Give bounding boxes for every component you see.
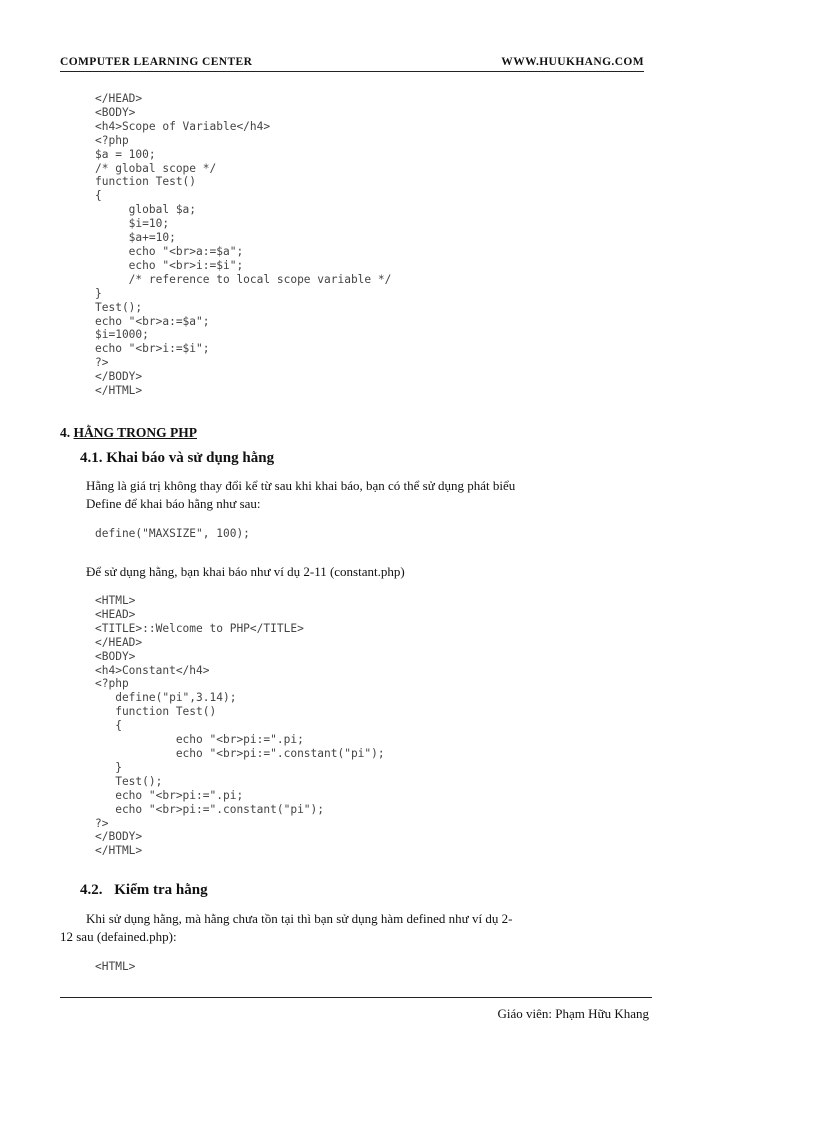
subsection-heading-4-1 (80, 450, 274, 467)
code-line: global $a; (95, 203, 197, 217)
code-line: echo "<br>pi:=".constant("pi"); (95, 802, 325, 816)
code-line: ?> (95, 356, 109, 370)
paragraph-define-line1: Hằng là giá trị không thay đổi kể từ sau khi khai báo, bạn có thể sử dụng phát biểu (86, 478, 516, 493)
code-line: echo "<br>i:=$i"; (95, 258, 244, 272)
code-line: <TITLE>::Welcome to PHP</TITLE> (95, 621, 304, 635)
code-line: function Test() (95, 705, 217, 719)
code-line: echo "<br>a:=$a"; (95, 314, 210, 328)
code-line: } (95, 286, 102, 300)
code-line: </HEAD> (95, 635, 143, 649)
footer-divider (60, 997, 652, 998)
code-html-open: <HTML> (95, 960, 136, 973)
code-line: </HEAD> (95, 92, 143, 105)
code-line: function Test() (95, 175, 197, 189)
code-line: $i=10; (95, 217, 170, 231)
code-line: $a+=10; (95, 231, 176, 245)
code-block-constant (95, 594, 385, 858)
code-line: $i=1000; (95, 328, 149, 342)
subsection-number: 4.1. (80, 450, 103, 466)
code-define-maxsize: define("MAXSIZE", 100); (95, 527, 250, 540)
code-line: /* global scope */ (95, 161, 217, 175)
code-line: $a = 100; (95, 147, 156, 161)
code-line: <HEAD> (95, 607, 136, 621)
subsection-heading-4-2 (80, 882, 208, 899)
header-divider (60, 71, 644, 72)
section-number: 4. (60, 425, 71, 440)
code-line: </BODY> (95, 370, 143, 384)
code-line: <?php (95, 133, 129, 147)
code-line: </HTML> (95, 844, 143, 858)
subsection-title: Khai báo và sử dụng hằng (106, 450, 275, 466)
code-line: echo "<br>a:=$a"; (95, 244, 244, 258)
code-line: /* reference to local scope variable */ (95, 272, 392, 286)
code-line: define("pi",3.14); (95, 691, 237, 705)
footer-teacher: Giáo viên: Phạm Hữu Khang (497, 1006, 649, 1021)
code-line: </HTML> (95, 384, 143, 398)
subsection-number: 4.2. (80, 882, 103, 898)
code-line: <BODY> (95, 649, 136, 663)
code-line: echo "<br>pi:=".constant("pi"); (95, 746, 385, 760)
code-line: <h4>Constant</h4> (95, 663, 210, 677)
code-line: Test(); (95, 774, 163, 788)
section-title: HẰNG TRONG PHP (73, 425, 198, 440)
code-line: } (95, 760, 122, 774)
paragraph-define-line2: Define để khai báo hằng như sau: (86, 496, 261, 511)
paragraph-use-constant: Để sử dụng hằng, bạn khai báo như ví dụ 2-11 (constant.php) (86, 564, 405, 579)
code-line: { (95, 719, 122, 733)
code-line: <BODY> (95, 105, 136, 119)
code-line: <h4>Scope of Variable</h4> (95, 119, 271, 133)
code-line: <?php (95, 677, 129, 691)
header-right-url: WWW.HUUKHANG.COM (501, 56, 644, 68)
code-line: { (95, 189, 102, 203)
code-line: </BODY> (95, 830, 143, 844)
code-line: echo "<br>pi:=".pi; (95, 788, 244, 802)
code-line: Test(); (95, 300, 143, 314)
code-line: <HTML> (95, 594, 136, 607)
code-line: echo "<br>i:=$i"; (95, 342, 210, 356)
code-block-scope (95, 92, 391, 398)
code-line: echo "<br>pi:=".pi; (95, 733, 304, 747)
paragraph-defined-line2: 12 sau (defained.php): (60, 929, 177, 944)
subsection-title: Kiểm tra hằng (114, 882, 208, 898)
code-line: ?> (95, 816, 109, 830)
header-left-title: COMPUTER LEARNING CENTER (60, 56, 253, 68)
section-heading-4 (60, 425, 197, 441)
paragraph-defined-line1: Khi sử dụng hằng, mà hằng chưa tồn tại thì bạn sử dụng hàm defined như ví dụ 2- (86, 911, 513, 926)
